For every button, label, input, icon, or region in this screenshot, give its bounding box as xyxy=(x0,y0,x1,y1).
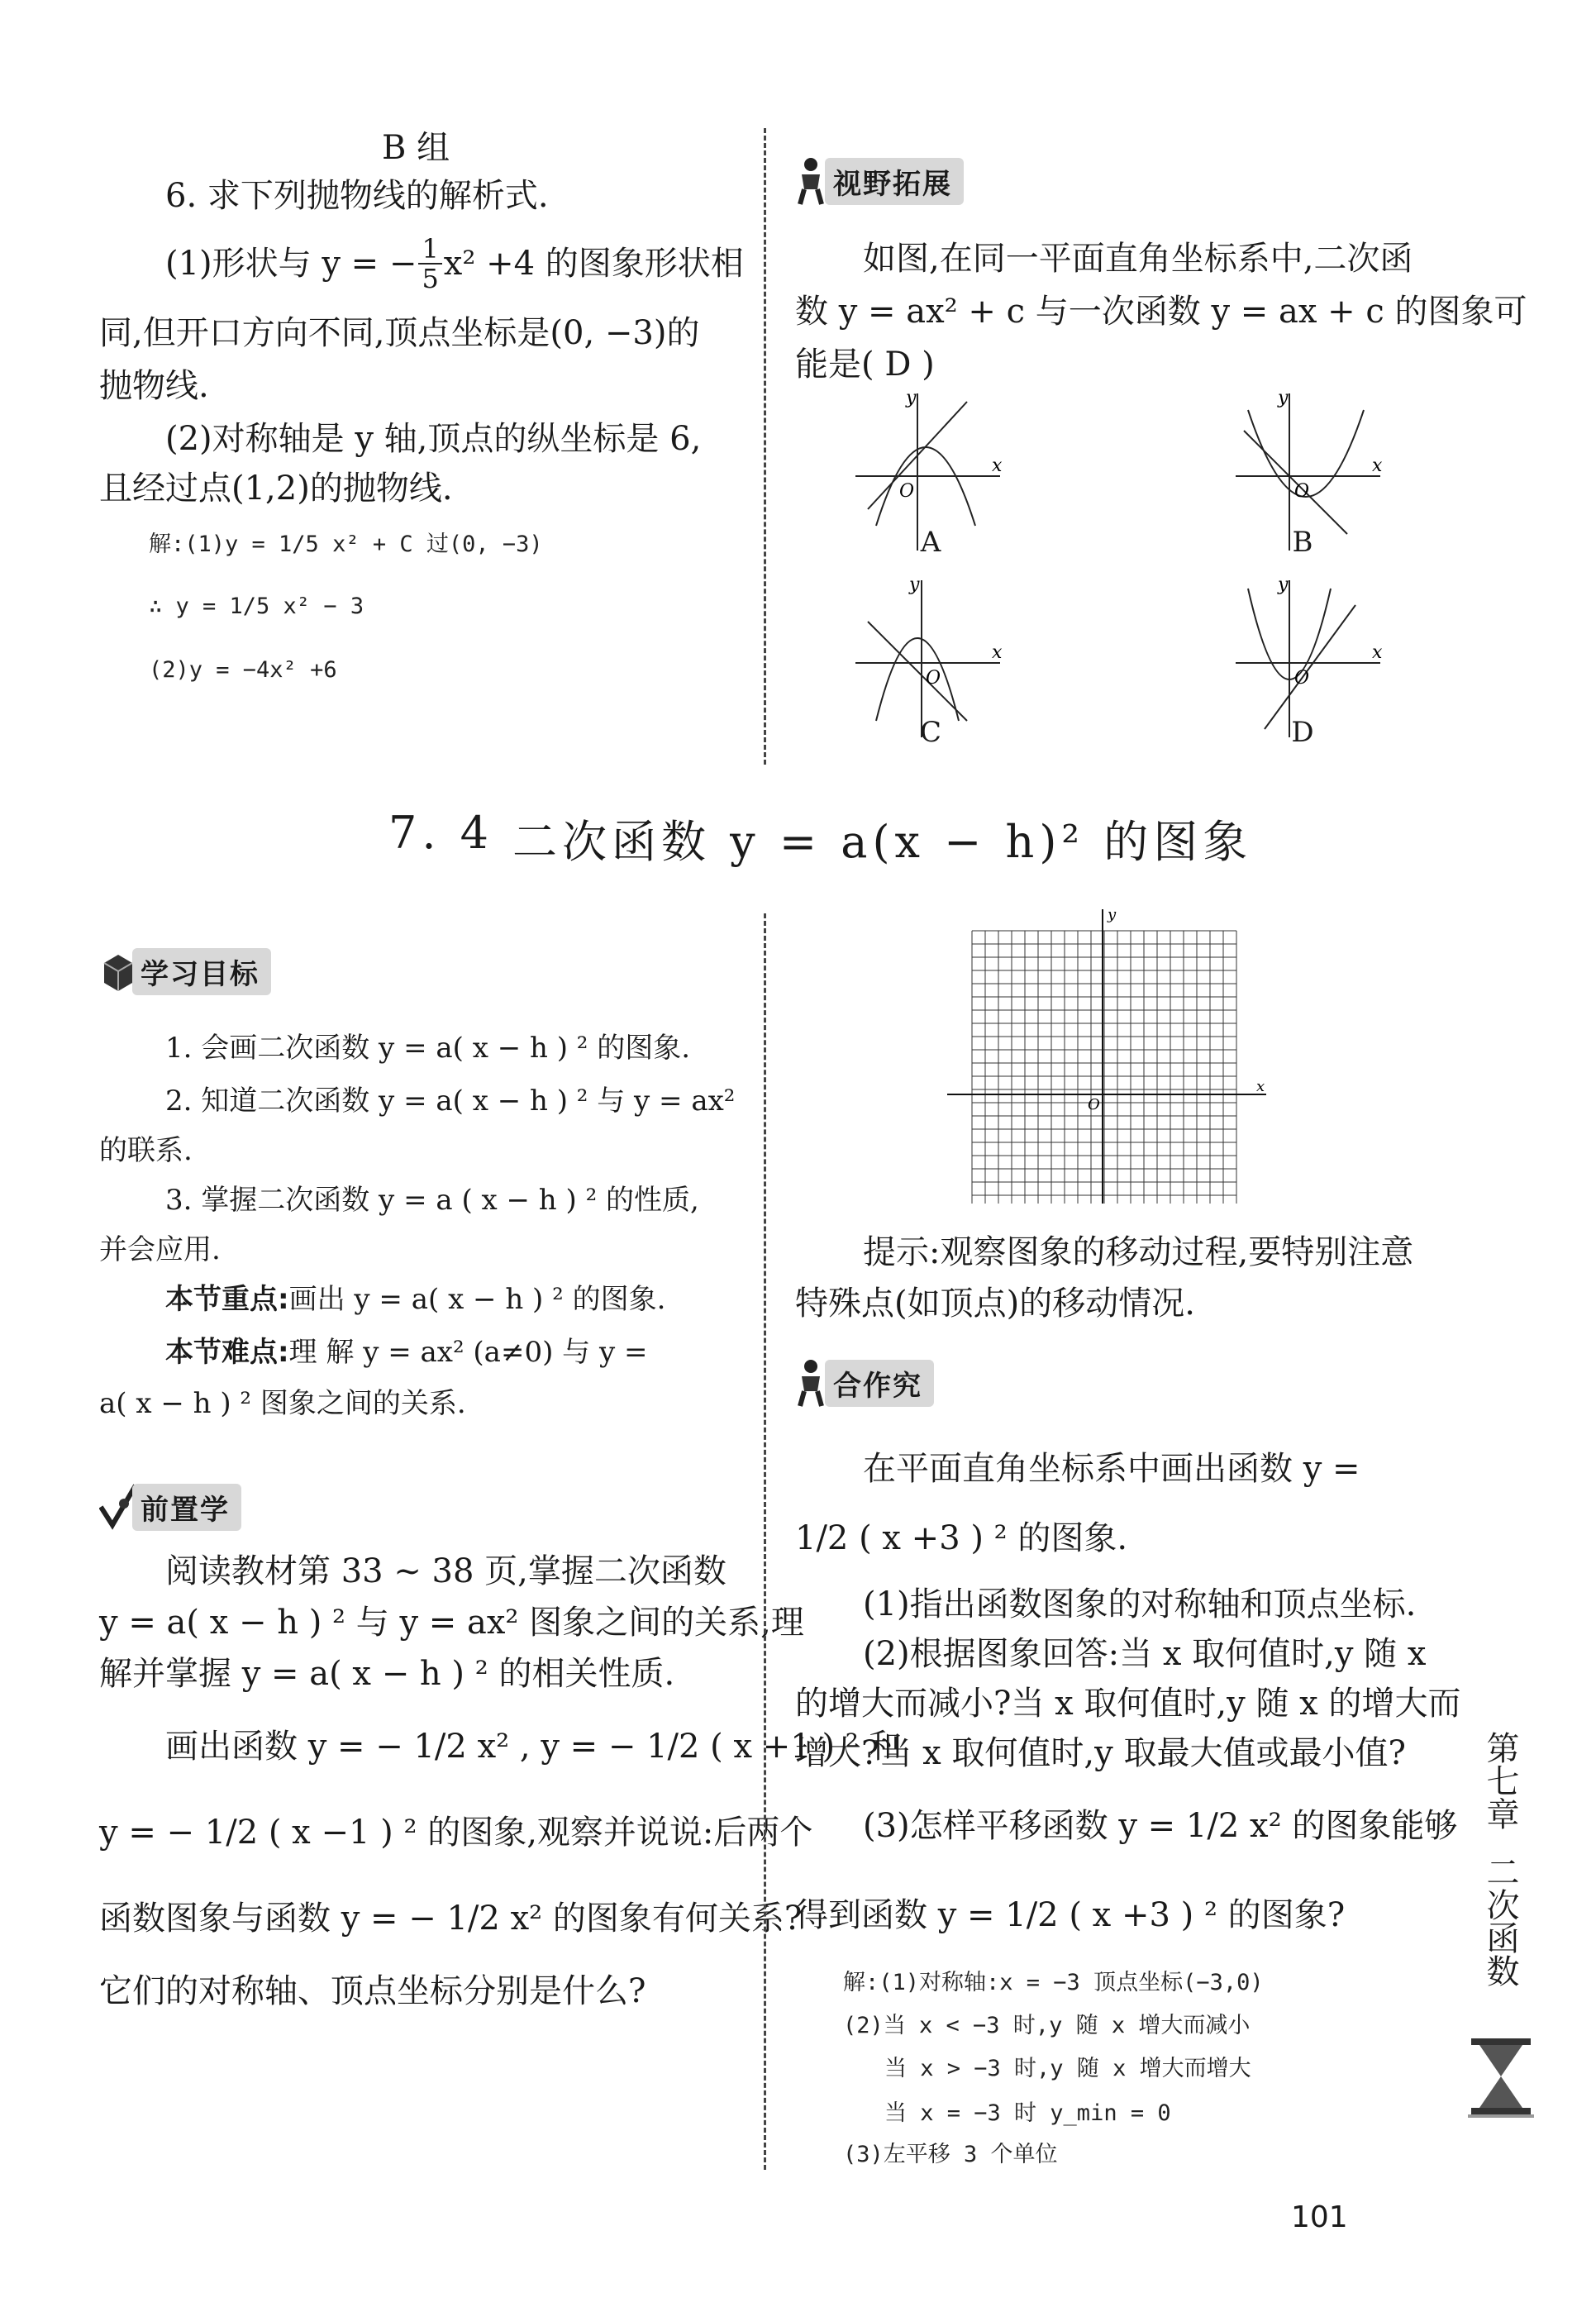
handwritten-answer-2: ∴ y = 1/5 x² − 3 xyxy=(149,593,364,619)
column-divider-top xyxy=(764,128,766,765)
coop-q2-line3: 增大?当 x 取何值时,y 取最大值或最小值? xyxy=(795,1734,1406,1772)
origin: O xyxy=(1294,481,1310,502)
axis-x: x xyxy=(1372,642,1383,663)
axis-y: y xyxy=(1278,388,1289,408)
pre-text-6: 函数图象与函数 y = − 1/2 x² 的图象有何关系? xyxy=(99,1900,803,1938)
difficulty-text-b: a( x − h ) ² 图象之间的关系. xyxy=(99,1387,466,1420)
grid-axis-x: x xyxy=(1256,1078,1265,1095)
frac-num: 1 xyxy=(418,235,441,265)
section-title: 二次函数 y = a(x − h)² 的图象 xyxy=(512,816,1253,868)
key-point xyxy=(165,1281,665,1318)
pre-text-1: 阅读教材第 33 ~ 38 页,掌握二次函数 xyxy=(165,1552,727,1590)
coop-q1: (1)指出函数图象的对称轴和顶点坐标. xyxy=(863,1585,1417,1623)
pre-text-7: 它们的对称轴、顶点坐标分别是什么? xyxy=(99,1972,646,2010)
coop-banner xyxy=(792,1356,934,1410)
page-number: 101 xyxy=(1291,2200,1348,2234)
key-point-text: 画出 y = a( x − h ) ² 的图象. xyxy=(288,1283,666,1316)
origin: O xyxy=(899,481,915,502)
vision-text-2: 数 y = ax² + c 与一次函数 y = ax + c 的图象可 xyxy=(795,293,1527,331)
difficulty-label: 本节难点: xyxy=(165,1336,289,1369)
grid-axis-y: y xyxy=(1108,906,1117,923)
pre-study-banner xyxy=(99,1480,241,1534)
coop-answer-4: 当 x = −3 时 y_min = 0 xyxy=(884,2100,1171,2126)
coordinate-grid xyxy=(939,906,1270,1208)
vision-banner xyxy=(792,154,964,208)
axis-y: y xyxy=(1278,574,1289,595)
frac-den: 5 xyxy=(422,263,439,294)
vision-text-3: 能是( D ) xyxy=(795,346,935,384)
coop-q2-line1: (2)根据图象回答:当 x 取何值时,y 随 x xyxy=(863,1635,1427,1673)
side-topic-text: 二次函数 xyxy=(1481,1855,1519,1987)
hint-line-1: 提示:观察图象的移动过程,要特别注意 xyxy=(863,1233,1414,1271)
handwritten-answer-3: (2)y = −4x² +6 xyxy=(149,657,337,683)
coop-answer-1: 解:(1)对称轴:x = −3 顶点坐标(−3,0) xyxy=(843,1970,1264,1995)
question-6: 6. 求下列抛物线的解析式. xyxy=(165,177,549,215)
option-c-label: C xyxy=(919,716,941,749)
goal-3-line1: 3. 掌握二次函数 y = a ( x − h ) ² 的性质, xyxy=(165,1184,699,1217)
coop-answer-3: 当 x > −3 时,y 随 x 增大而增大 xyxy=(884,2056,1251,2081)
question-6-2-line2: 且经过点(1,2)的抛物线. xyxy=(99,470,453,508)
axis-x: x xyxy=(1372,455,1383,476)
question-6-1-line2: 同,但开口方向不同,顶点坐标是(0, −3)的 xyxy=(99,314,700,352)
b-group-heading: B 组 xyxy=(382,129,450,167)
axis-y: y xyxy=(906,388,917,408)
side-topic xyxy=(1463,1855,1537,1987)
pre-text-5: y = − 1/2 ( x −1 ) ² 的图象,观察并说说:后两个 xyxy=(99,1814,813,1852)
grid-origin: O xyxy=(1088,1096,1100,1113)
vision-text-1: 如图,在同一平面直角坐标系中,二次函 xyxy=(863,240,1413,278)
coop-answer-2: (2)当 x < −3 时,y 随 x 增大而减小 xyxy=(843,2013,1251,2038)
goal-3-line2: 并会应用. xyxy=(99,1233,221,1266)
goal-2-line2: 的联系. xyxy=(99,1134,193,1167)
coop-q3-line1: (3)怎样平移函数 y = 1/2 x² 的图象能够 xyxy=(863,1807,1458,1845)
coop-text-2: 1/2 ( x +3 ) ² 的图象. xyxy=(795,1519,1128,1557)
coop-answer-5: (3)左平移 3 个单位 xyxy=(843,2142,1058,2167)
side-chapter xyxy=(1463,1731,1537,1830)
side-chapter-text: 第七章 xyxy=(1481,1731,1519,1830)
axis-x: x xyxy=(992,642,1003,663)
axis-y: y xyxy=(909,574,920,595)
coop-q2-line2: 的增大而减小?当 x 取何值时,y 随 x 的增大而 xyxy=(795,1685,1461,1723)
goal-2-line1: 2. 知道二次函数 y = a( x − h ) ² 与 y = ax² xyxy=(165,1084,736,1118)
q6-1-text-b: x² +4 的图象形状相 xyxy=(443,245,744,283)
pre-text-2: y = a( x − h ) ² 与 y = ax² 图象之间的关系,理 xyxy=(99,1604,804,1642)
handwritten-answer-1: 解:(1)y = 1/5 x² + C 过(0, −3) xyxy=(149,532,543,557)
q6-1-text-a: (1)形状与 y = − xyxy=(165,245,417,283)
vision-banner-label: 视野拓展 xyxy=(825,158,964,205)
pre-text-3: 解并掌握 y = a( x − h ) ² 的相关性质. xyxy=(99,1655,675,1693)
coop-banner-label: 合作究 xyxy=(825,1360,934,1407)
column-divider-bottom xyxy=(764,913,766,2170)
axis-x: x xyxy=(992,455,1003,476)
coop-q3-line2: 得到函数 y = 1/2 ( x +3 ) ² 的图象? xyxy=(795,1896,1346,1934)
question-6-1-line3: 抛物线. xyxy=(99,367,209,405)
goals-banner-label: 学习目标 xyxy=(132,948,271,995)
origin: O xyxy=(1294,668,1310,689)
option-d-label: D xyxy=(1291,716,1314,749)
goal-1: 1. 会画二次函数 y = a( x − h ) ² 的图象. xyxy=(165,1032,691,1065)
question-6-2-line1: (2)对称轴是 y 轴,顶点的纵坐标是 6, xyxy=(165,420,702,458)
goals-banner xyxy=(99,944,271,999)
difficulty-point xyxy=(165,1334,647,1371)
pre-study-banner-label: 前置学 xyxy=(132,1484,241,1531)
question-6-1-line1 xyxy=(165,235,744,293)
hint-line-2: 特殊点(如顶点)的移动情况. xyxy=(795,1285,1195,1323)
coop-text-1: 在平面直角坐标系中画出函数 y = xyxy=(863,1450,1360,1488)
section-number: 7. 4 xyxy=(388,807,494,859)
key-point-label: 本节重点: xyxy=(165,1283,289,1316)
option-b-label: B xyxy=(1292,526,1313,559)
difficulty-text-a: 理 解 y = ax² (a≠0) 与 y = xyxy=(288,1336,648,1369)
grid-lines xyxy=(972,931,1236,1204)
pre-text-4: 画出函数 y = − 1/2 x² , y = − 1/2 ( x +1 ) ² 和 xyxy=(165,1728,903,1766)
hourglass-icon xyxy=(1468,2035,1534,2118)
origin: O xyxy=(926,668,941,689)
q6-1-fraction xyxy=(418,235,441,293)
option-a-label: A xyxy=(920,526,941,559)
